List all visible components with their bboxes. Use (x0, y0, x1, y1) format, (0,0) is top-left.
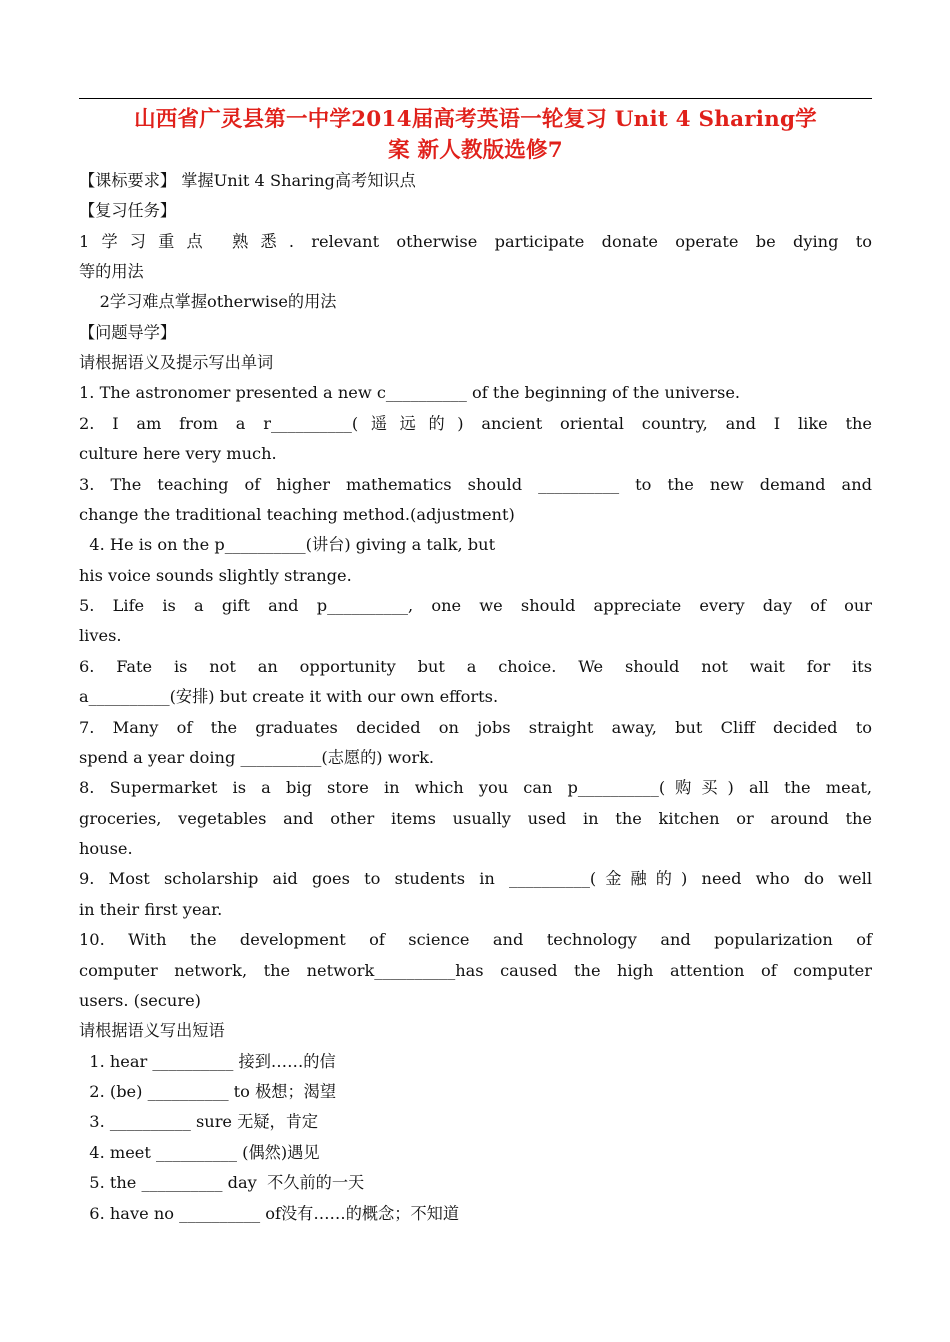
document-title (79, 104, 872, 166)
question-3-cont: change the traditional teaching method.(adjustment) (79, 505, 515, 524)
section-requirements: 【课标要求】 掌握Unit 4 Sharing高考知识点 (79, 171, 416, 190)
question-10-cont2: users. (secure) (79, 991, 201, 1010)
question-3: 3. The teaching of higher mathematics should __________ to the new demand and (79, 475, 872, 494)
phrase-6: 6. have no __________ of没有……的概念；不知道 (79, 1204, 460, 1223)
question-6-cont: a__________(安排) but create it with our own efforts. (79, 687, 499, 706)
title-line-1: 山西省广灵县第一中学2014届高考英语一轮复习 Unit 4 Sharing学 (134, 107, 817, 132)
task-1-cont: 等的用法 (79, 262, 144, 281)
question-5: 5. Life is a gift and p__________, one we should appreciate every day of our (79, 596, 872, 615)
question-9: 9. Most scholarship aid goes to students in __________(金融的) need who do well (79, 869, 872, 888)
section-guide: 【问题导学】 (79, 323, 177, 342)
question-1: 1. The astronomer presented a new c__________ of the beginning of the universe. (79, 383, 741, 402)
phrase-4: 4. meet __________ (偶然)遇见 (79, 1143, 320, 1162)
question-8-cont: groceries, vegetables and other items usually used in the kitchen or around the (79, 809, 872, 828)
section-review-tasks: 【复习任务】 (79, 201, 177, 220)
question-2-cont: culture here very much. (79, 444, 277, 463)
title-line-2: 案 新人教版选修7 (388, 138, 563, 163)
phrase-1: 1. hear __________ 接到……的信 (79, 1052, 336, 1071)
question-7-cont: spend a year doing __________(志愿的) work. (79, 748, 435, 767)
question-9-cont: in their first year. (79, 900, 223, 919)
question-6: 6. Fate is not an opportunity but a choice. We should not wait for its (79, 657, 872, 676)
question-5-cont: lives. (79, 626, 122, 645)
header-rule (79, 98, 872, 99)
question-7: 7. Many of the graduates decided on jobs straight away, but Cliff decided to (79, 718, 872, 737)
question-10: 10. With the development of science and technology and popularization of (79, 930, 872, 949)
question-10-cont: computer network, the network__________has caused the high attention of computer (79, 961, 872, 980)
question-4: 4. He is on the p__________(讲台) giving a talk, but (79, 535, 496, 554)
instruction-phrases: 请根据语义写出短语 (79, 1021, 225, 1040)
question-2: 2. I am from a r__________(遥远的) ancient oriental country, and I like the (79, 414, 872, 433)
question-8: 8. Supermarket is a big store in which you can p__________(购买) all the meat, (79, 778, 872, 797)
question-4-cont: his voice sounds slightly strange. (79, 566, 352, 585)
instruction-words: 请根据语义及提示写出单词 (79, 353, 274, 372)
phrase-5: 5. the __________ day 不久前的一天 (79, 1173, 365, 1192)
question-8-cont2: house. (79, 839, 133, 858)
phrase-3: 3. __________ sure 无疑，肯定 (79, 1112, 319, 1131)
task-2: 2学习难点掌握otherwise的用法 (79, 292, 337, 311)
phrase-2: 2. (be) __________ to 极想；渴望 (79, 1082, 337, 1101)
task-1: 1学习重点 熟悉. relevant otherwise participate donate operate be dying to (79, 232, 872, 251)
